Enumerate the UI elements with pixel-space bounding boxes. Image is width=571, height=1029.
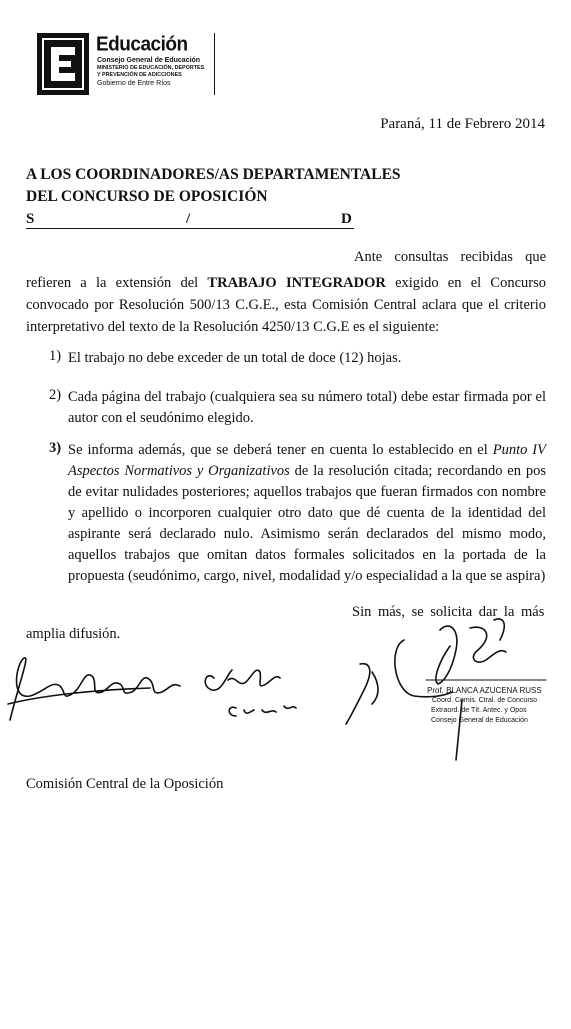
addressee-line-1: A LOS COORDINADORES/AS DEPARTAMENTALES xyxy=(26,166,401,183)
letterhead-line-3: Y PREVENCIÓN DE ADICCIONES xyxy=(97,72,182,78)
document-date: Paraná, 11 de Febrero 2014 xyxy=(380,116,545,132)
stamp-line-1: Prof. BLANCA AZUCENA RUSS xyxy=(427,686,542,695)
educacion-logo xyxy=(37,33,89,95)
letterhead-line-2: MINISTERIO DE EDUCACIÓN, DEPORTES xyxy=(97,65,205,71)
item-2-text: Cada página del trabajo (cualquiera sea su número total) debe estar firmada por el autor con el seudónimo elegido. xyxy=(68,389,546,426)
signature-1 xyxy=(8,658,180,720)
salutation-s: S xyxy=(26,211,35,227)
intro-text-2: exigido en el Concurso convocado por Resolución 500/13 C.G.E., esta Comisión Central aclara que el criterio interpretativo del texto de la Resolución 4250/13 C.G.E es el siguiente: xyxy=(26,275,546,335)
item-3-number: 3) xyxy=(49,440,62,456)
signatures xyxy=(0,600,571,770)
intro-first-line: Ante consultas recibidas que xyxy=(354,249,546,265)
letterhead-name: Educación xyxy=(96,33,188,56)
item-3-text-a: Se informa además, que se deberá tener en cuenta lo establecido en el xyxy=(68,442,493,458)
stamp-line-3: Extraord. de Tít. Antec. y Opos xyxy=(431,707,527,714)
letterhead-divider xyxy=(214,33,215,95)
letterhead-line-1: Consejo General de Educación xyxy=(97,57,201,64)
item-3-italic: Punto IV Aspectos Normativos y Organizativos xyxy=(68,442,546,479)
signature-2 xyxy=(205,670,296,716)
intro-paragraph xyxy=(26,272,546,338)
salutation-d: D xyxy=(341,211,352,227)
stamp-line-4: Consejo General de Educación xyxy=(431,717,528,724)
item-3-text xyxy=(68,440,546,587)
item-1-text: El trabajo no debe exceder de un total de doce (12) hojas. xyxy=(68,350,402,366)
closing-line-2: amplia difusión. xyxy=(26,626,121,642)
item-1-number: 1) xyxy=(49,348,62,364)
item-3-text-b: de la resolución citada; recordando en pos de evitar nulidades posteriores; aquellos trabajos que fueran firmados con nombre y apellido o incorporen cualquier otro dato que dé cuenta de la identidad del aspirante será declarado nulo. Asimismo serán declarados del mismo modo, aquellos trabajos que omitan datos formales solicitados en la portada de la propuesta (seudónimo, cargo, nivel, modalidad y/o especialidad a la que se aspira) xyxy=(68,463,546,584)
addressee-line-2: DEL CONCURSO DE OPOSICIÓN xyxy=(26,188,268,205)
item-2-number: 2) xyxy=(49,387,62,403)
closing-line-1: Sin más, se solicita dar la más xyxy=(352,604,545,620)
signatory: Comisión Central de la Oposición xyxy=(26,776,224,792)
letterhead-line-4: Gobierno de Entre Ríos xyxy=(97,80,171,87)
intro-text-1: refieren a la extensión del xyxy=(26,275,208,291)
stamp-line-2: Coord. Comis. Ctral. de Concurso xyxy=(432,697,538,704)
salutation-slash: / xyxy=(186,211,191,227)
intro-bold: TRABAJO INTEGRADOR xyxy=(207,275,386,291)
salutation-underline xyxy=(26,228,354,229)
